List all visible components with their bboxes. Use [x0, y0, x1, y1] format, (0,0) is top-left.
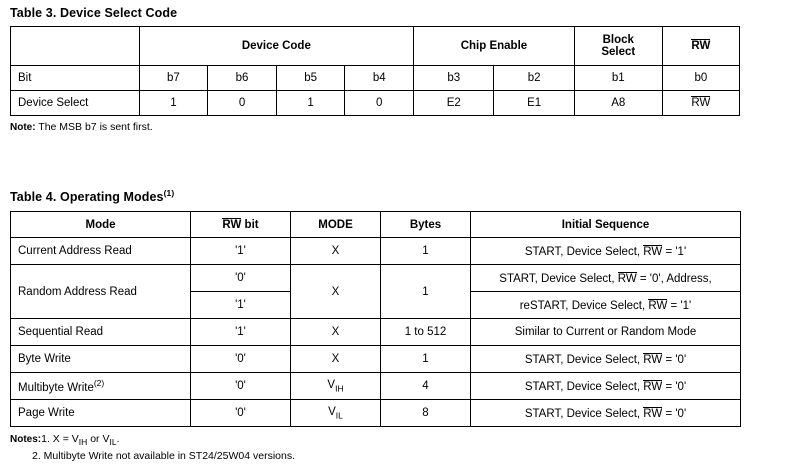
row-mode-label: Multibyte Write	[18, 382, 94, 395]
row-mode-page-write: Page Write	[11, 400, 191, 427]
note-label: Note:	[10, 122, 36, 133]
note-1-num: 1.	[41, 433, 50, 446]
table-cell: b0	[662, 66, 739, 91]
note-1-mid: or V	[87, 433, 110, 446]
table-cell: 4	[381, 373, 471, 400]
table-3-header-block-select	[574, 27, 662, 66]
row-mode-multibyte-write	[11, 373, 191, 400]
row-mode-footnote: (2)	[93, 378, 105, 389]
voltage-subscript: IL	[335, 410, 343, 421]
rw-overline-value: RW	[643, 380, 663, 393]
table-3-header-row	[11, 27, 740, 66]
seq-post: = '0', Address,	[636, 272, 712, 285]
table-cell: A8	[574, 91, 662, 116]
table-cell	[291, 373, 381, 400]
table-row	[11, 66, 740, 91]
table-cell: '1'	[191, 319, 291, 346]
table-cell: 1	[381, 265, 471, 319]
note-text: The MSB b7 is sent first.	[35, 121, 153, 133]
seq-pre: START, Device Select,	[524, 245, 644, 258]
row-mode-byte-write: Byte Write	[11, 346, 191, 373]
rw-overline-value: RW	[643, 245, 663, 258]
table-row	[11, 265, 741, 292]
voltage-symbol: V	[327, 379, 336, 391]
table-row	[11, 91, 740, 116]
table-cell: '1'	[191, 292, 291, 319]
table-3-header-device-code: Device Code	[139, 27, 413, 66]
table-4-title	[10, 188, 750, 204]
rw-overline-value: RW	[691, 97, 711, 110]
table-cell: '0'	[191, 373, 291, 400]
table-cell: E2	[414, 91, 494, 116]
table-cell: 1	[139, 91, 208, 116]
table-cell-sequence: Similar to Current or Random Mode	[471, 319, 741, 346]
table-cell: b7	[139, 66, 208, 91]
table-4-header-rw-bit	[191, 212, 291, 238]
note-1-pre: X = V	[49, 433, 79, 446]
table-4-notes	[10, 432, 750, 463]
row-mode-current-address-read: Current Address Read	[11, 238, 191, 265]
rw-overline-value: RW	[643, 407, 663, 420]
table-cell: b2	[494, 66, 574, 91]
table-cell: X	[291, 238, 381, 265]
table-cell: 0	[208, 91, 277, 116]
table-3-row-label-bit: Bit	[11, 66, 140, 91]
seq-post: = '1'	[662, 245, 687, 258]
seq-post: = '1'	[667, 299, 692, 312]
table-cell-sequence	[471, 373, 741, 400]
seq-pre: reSTART, Device Select,	[519, 299, 649, 312]
table-3-header-blank	[11, 27, 140, 66]
table-cell: 1	[276, 91, 345, 116]
seq-post: = '0'	[662, 380, 687, 393]
table-cell	[291, 400, 381, 427]
rw-overline-value: RW	[643, 353, 663, 366]
table-3-header-rw	[662, 27, 739, 66]
row-mode-sequential-read: Sequential Read	[11, 319, 191, 346]
table-4-title-text: Table 4. Operating Modes	[10, 190, 164, 205]
table-cell: E1	[494, 91, 574, 116]
table-4-header-mode-col: MODE	[291, 212, 381, 238]
table-4-title-footnote: (1)	[163, 188, 175, 198]
table-cell-sequence	[471, 238, 741, 265]
table-4-header-initial-sequence: Initial Sequence	[471, 212, 741, 238]
note-1-sub-2: IL	[109, 437, 117, 448]
rw-overline-value: RW	[648, 299, 668, 312]
seq-pre: START, Device Select,	[524, 407, 644, 420]
table-row	[11, 319, 741, 346]
seq-pre: START, Device Select,	[524, 380, 644, 393]
seq-post: = '0'	[662, 353, 687, 366]
table-cell: b6	[208, 66, 277, 91]
rw-bit-suffix: bit	[241, 219, 259, 232]
table-4-header-bytes: Bytes	[381, 212, 471, 238]
table-cell: b5	[276, 66, 345, 91]
notes-label: Notes:	[10, 434, 42, 446]
table-4-block	[10, 188, 750, 463]
note-1-sub-1: IH	[78, 437, 88, 448]
seq-pre: START, Device Select,	[524, 353, 644, 366]
table-3-header-chip-enable: Chip Enable	[414, 27, 575, 66]
table-cell-rw	[662, 91, 739, 116]
block-select-line1: Block	[602, 34, 634, 46]
table-cell: '1'	[191, 238, 291, 265]
table-cell-sequence	[471, 292, 741, 319]
table-cell: 1	[381, 238, 471, 265]
rw-overline-label: RW	[222, 219, 242, 232]
table-3-row-label-device-select: Device Select	[11, 91, 140, 116]
table-row	[11, 373, 741, 400]
block-select-line2: Select	[601, 46, 636, 58]
table-4	[10, 211, 741, 427]
table-cell: b4	[345, 66, 414, 91]
table-cell-sequence	[471, 265, 741, 292]
table-cell: 1 to 512	[381, 319, 471, 346]
note-2: 2. Multibyte Write not available in ST24/25W04 versions.	[32, 449, 296, 462]
rw-overline-value: RW	[617, 272, 637, 285]
table-3-title: Table 3. Device Select Code	[10, 6, 178, 20]
rw-overline-label: RW	[691, 40, 711, 53]
table-cell: X	[291, 319, 381, 346]
table-cell-sequence	[471, 346, 741, 373]
seq-post: = '0'	[662, 407, 687, 420]
voltage-subscript: IH	[335, 383, 344, 394]
table-row	[11, 346, 741, 373]
table-4-header-row	[11, 212, 741, 238]
table-cell: '0'	[191, 346, 291, 373]
table-3-block	[10, 6, 750, 133]
table-3-note	[10, 121, 750, 133]
seq-pre: START, Device Select,	[499, 272, 618, 285]
table-3	[10, 26, 740, 116]
table-cell: 0	[345, 91, 414, 116]
table-cell: '0'	[191, 265, 291, 292]
table-cell: X	[291, 346, 381, 373]
row-mode-random-address-read: Random Address Read	[11, 265, 191, 319]
table-4-header-mode: Mode	[11, 212, 191, 238]
table-cell: b1	[574, 66, 662, 91]
table-cell: 1	[381, 346, 471, 373]
table-cell: X	[291, 265, 381, 319]
note-1-end: .	[116, 433, 120, 446]
table-cell-sequence	[471, 400, 741, 427]
table-row	[11, 400, 741, 427]
table-row	[11, 238, 741, 265]
voltage-symbol: V	[328, 406, 336, 418]
table-cell: '0'	[191, 400, 291, 427]
table-cell: b3	[414, 66, 494, 91]
table-cell: 8	[381, 400, 471, 427]
